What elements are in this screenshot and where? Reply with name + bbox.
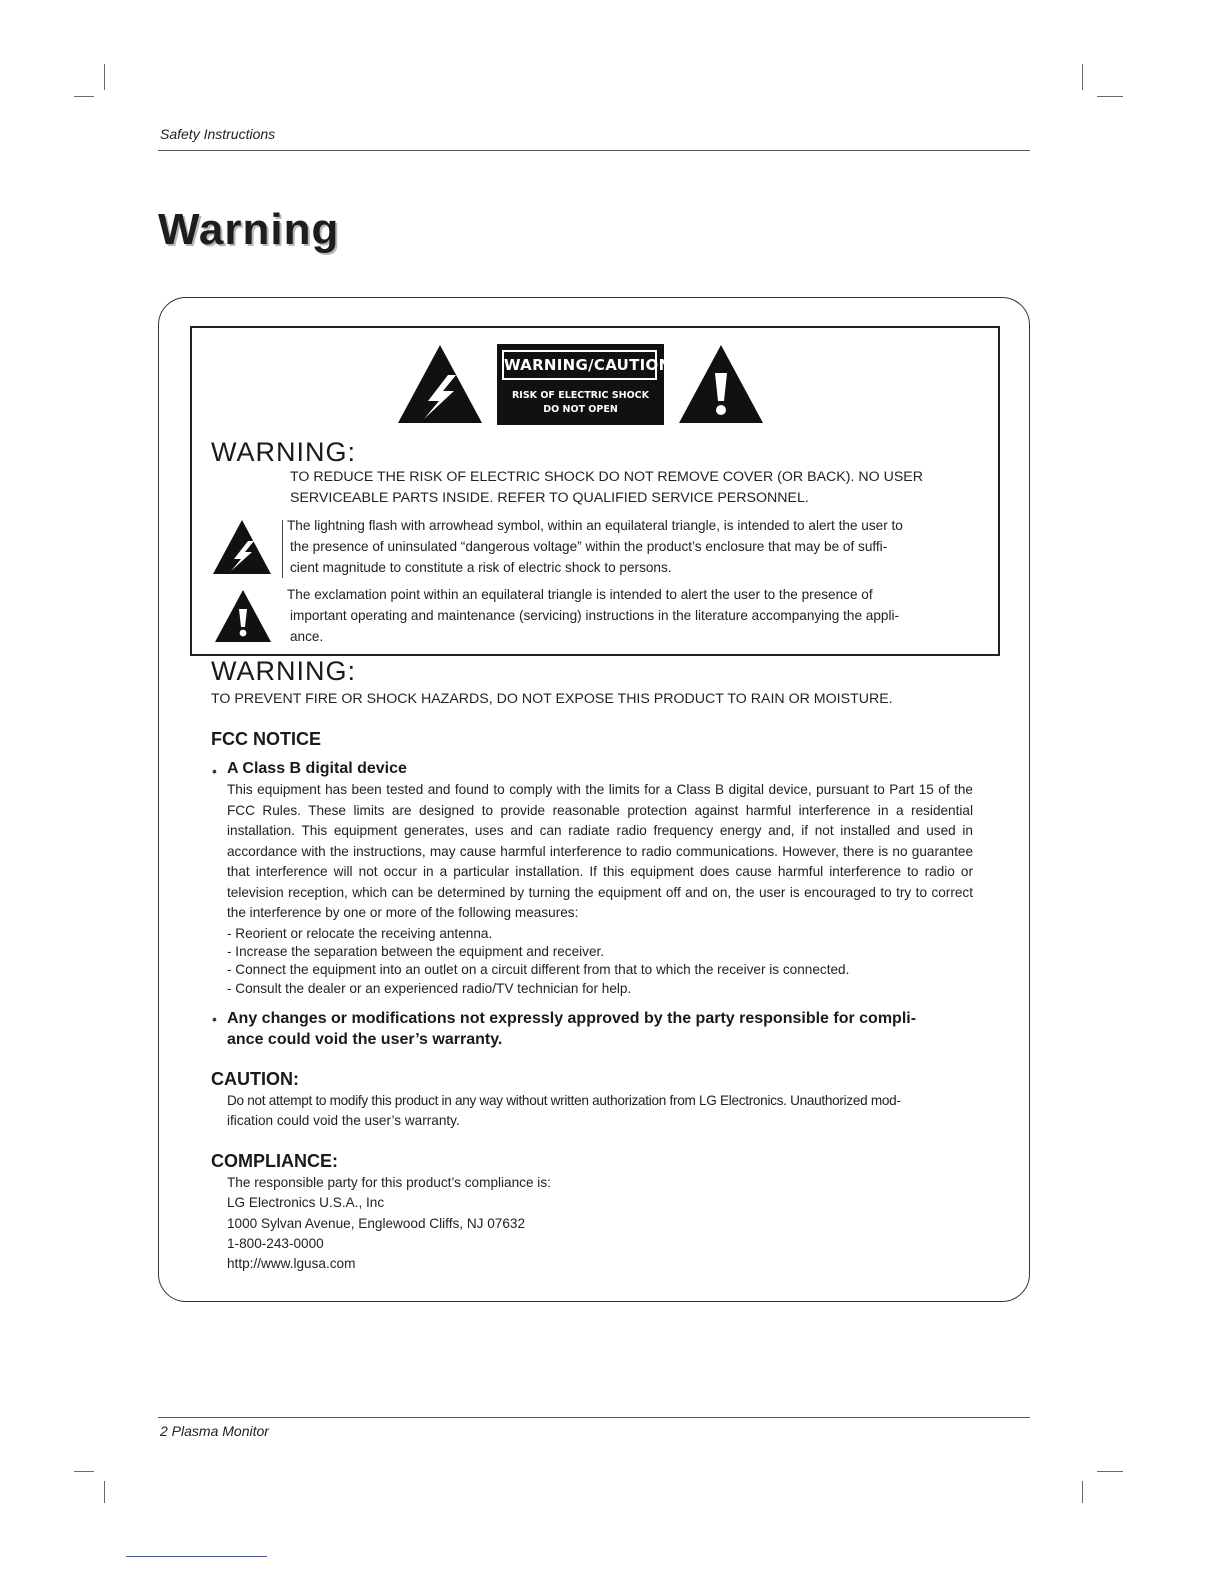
class-b-heading: A Class B digital device [227,760,407,777]
fcc-heading: FCC NOTICE [211,729,321,749]
bullet: • [212,763,217,779]
lightning-note: the presence of uninsulated “dangerous voltage” within the product’s enclosure that may be of suffi- [290,539,888,554]
lightning-note: cient magnitude to constitute a risk of electric shock to persons. [290,560,672,575]
section-label: Safety Instructions [160,126,276,142]
header-rule [158,150,1030,151]
warning-heading: WARNING: [211,437,356,467]
compliance-line: 1000 Sylvan Avenue, Englewood Cliffs, NJ 07632 [227,1216,526,1231]
footer-rule [158,1417,1030,1418]
caution-text: Do not attempt to modify this product in any way without written authorization from LG Electronics. Unauthorized mod- [227,1093,901,1108]
compliance-line: The responsible party for this product’s compliance is: [227,1175,551,1190]
lightning-triangle-icon [396,343,484,425]
warning-text: TO PREVENT FIRE OR SHOCK HAZARDS, DO NOT EXPOSE THIS PRODUCT TO RAIN OR MOISTURE. [211,691,893,707]
page-footer: 2 Plasma Monitor [160,1423,269,1439]
label-line: RISK OF ELECTRIC SHOCK [511,390,650,401]
note-divider [282,520,283,578]
compliance-link[interactable]: http://www.lgusa.com [227,1256,356,1271]
warning-heading: WARNING: [211,656,356,686]
crop-mark [1082,64,1083,90]
crop-mark [1097,96,1123,97]
class-b-text: This equipment has been tested and found to comply with the limits for a Class B digital device, pursuant to Part 15 of the FCC Rules. These limits are designed to provide reasonable protection against harmful interference in a residential installation. This equipment generates, uses and can radiate radio frequency energy and, if not installed and used in accordance with the instructions, may cause harmful interference to radio communications. However, there is no guarantee that interference will not occur in a particular installation. If this equipment does cause harmful interference to radio or television reception, which can be determined by turning the equipment off and on, the user is encouraged to try to correct the interference by one or more of the following measures: [227,782,973,920]
page-title: Warning [158,205,340,254]
compliance-line: LG Electronics U.S.A., Inc [227,1195,385,1210]
crop-mark [74,96,94,97]
crop-mark [1082,1481,1083,1503]
bullet: • [212,1011,217,1027]
label-title: WARNING/CAUTION [502,350,657,380]
caution-heading: CAUTION: [211,1069,299,1089]
compliance-line: 1-800-243-0000 [227,1236,324,1251]
crop-mark [104,64,105,90]
exclamation-note: important operating and maintenance (servicing) instructions in the literature accompanying the appli- [290,608,900,623]
warning-text: SERVICEABLE PARTS INSIDE. REFER TO QUALIFIED SERVICE PERSONNEL. [290,490,809,506]
exclamation-triangle-icon [677,343,765,425]
warning-text: TO REDUCE THE RISK OF ELECTRIC SHOCK DO NOT REMOVE COVER (OR BACK). NO USER [290,469,924,485]
lightning-note: The lightning flash with arrowhead symbol, within an equilateral triangle, is intended to alert the user to [287,518,903,533]
exclamation-triangle-icon [214,589,272,643]
crop-mark [1097,1471,1123,1472]
changes-warning: Any changes or modifications not expressly approved by the party responsible for compli- [227,1010,917,1027]
compliance-heading: COMPLIANCE: [211,1151,338,1171]
changes-warning: ance could void the user’s warranty. [227,1031,503,1048]
crop-mark [104,1481,105,1503]
underline-mark [126,1556,267,1557]
measure-item: - Consult the dealer or an experienced radio/TV technician for help. [227,981,632,996]
crop-mark [74,1471,94,1472]
measure-item: - Increase the separation between the equipment and receiver. [227,944,605,959]
lightning-triangle-icon [212,519,272,575]
measure-item: - Connect the equipment into an outlet on a circuit different from that to which the receiver is connected. [227,962,850,977]
exclamation-note: The exclamation point within an equilateral triangle is intended to alert the user to the presence of [287,587,873,602]
caution-text: ification could void the user’s warranty. [227,1113,460,1128]
measure-item: - Reorient or relocate the receiving antenna. [227,926,493,941]
warning-caution-label [497,344,672,425]
exclamation-note: ance. [290,629,324,644]
label-line: DO NOT OPEN [543,404,618,415]
